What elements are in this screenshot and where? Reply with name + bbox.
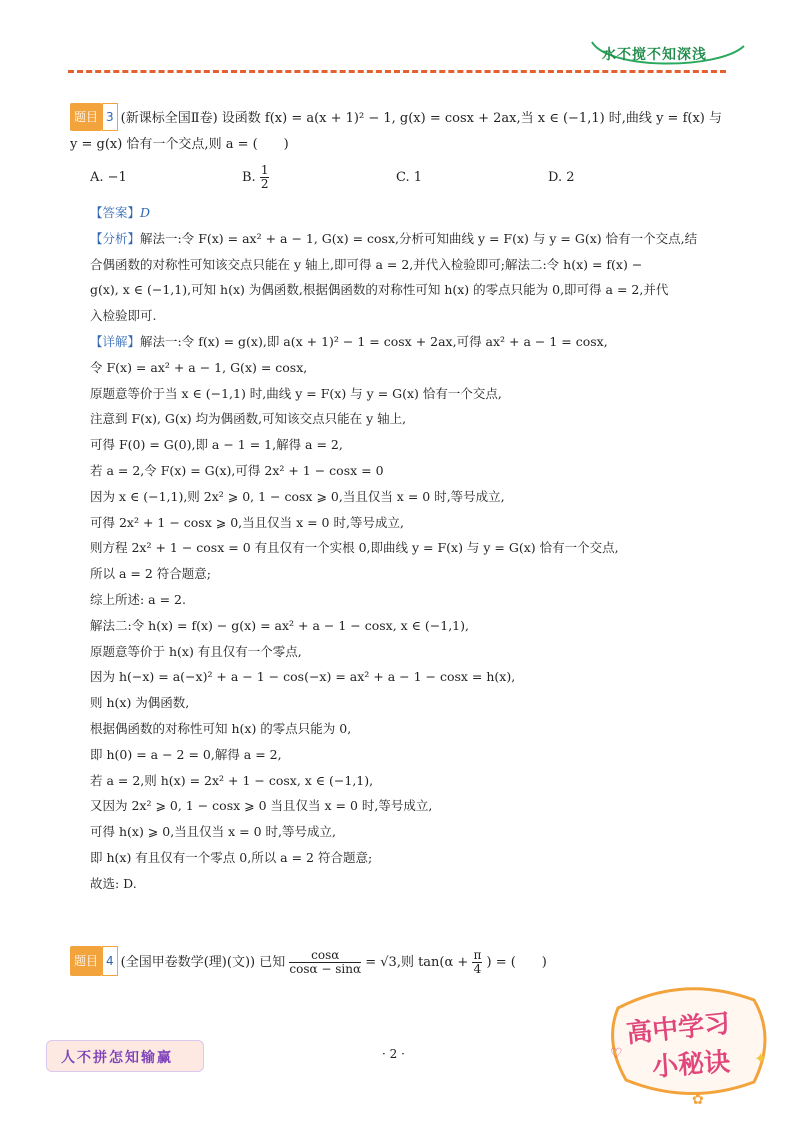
question-3-line-1 bbox=[70, 103, 730, 132]
detail-line: 又因为 2x² ⩾ 0, 1 − cosx ⩾ 0 当且仅当 x = 0 时,等号成立, bbox=[90, 798, 433, 814]
header-divider bbox=[68, 70, 726, 73]
detail-line-1 bbox=[90, 329, 730, 355]
svg-text:✦: ✦ bbox=[754, 1049, 768, 1068]
question-3 bbox=[70, 103, 730, 158]
fraction-numerator: 1 bbox=[260, 163, 269, 177]
detail-line: 原题意等价于 h(x) 有且仅有一个零点, bbox=[90, 643, 302, 659]
option-b bbox=[242, 164, 269, 191]
option-b-fraction bbox=[260, 164, 270, 191]
detail-line: 因为 h(−x) = a(−x)² + a − 1 − cos(−x) = ax² + a − 1 − cosx = h(x), bbox=[90, 669, 516, 685]
stamp-line-1: 高中学习 bbox=[624, 1008, 732, 1050]
question-4-pi-fraction bbox=[472, 949, 482, 976]
question-4 bbox=[70, 946, 730, 977]
analysis-text-1: 解法一:令 F(x) = ax² + a − 1, G(x) = cosx,分析可知曲线 y = F(x) 与 y = G(x) 恰有一个交点,结 bbox=[140, 230, 698, 246]
detail-line: 注意到 F(x), G(x) 均为偶函数,可知该交点只能在 y 轴上, bbox=[90, 411, 407, 427]
detail-line: 根据偶函数的对称性可知 h(x) 的零点只能为 0, bbox=[90, 720, 352, 736]
analysis-line-1 bbox=[90, 226, 730, 252]
detail-line: 可得 2x² + 1 − cosx ⩾ 0,当且仅当 x = 0 时,等号成立, bbox=[90, 514, 404, 530]
detail-line: 则 h(x) 为偶函数, bbox=[90, 695, 190, 711]
header-motto-text: 水不搅不知深浅 bbox=[602, 47, 707, 63]
detail-tag: 【详解】 bbox=[90, 333, 141, 349]
detail-line: 若 a = 2,则 h(x) = 2x² + 1 − cosx, x ∈ (−1,1), bbox=[90, 772, 374, 788]
fraction-numerator: cosα bbox=[289, 949, 361, 963]
fraction-denominator: cosα − sinα bbox=[289, 962, 362, 976]
detail-line: 可得 F(0) = G(0),即 a − 1 = 1,解得 a = 2, bbox=[90, 437, 343, 453]
detail-line: 即 h(0) = a − 2 = 0,解得 a = 2, bbox=[90, 746, 282, 762]
footer-motto-text: 人不拼怎知输赢 bbox=[61, 1050, 173, 1066]
question-4-stem-mid: = √3,则 tan(α + bbox=[365, 955, 469, 970]
question-4-stem-pre: (全国甲卷数学(理)(文)) 已知 bbox=[120, 955, 286, 970]
detail-line: 综上所述: a = 2. bbox=[90, 591, 186, 607]
detail-line: 原题意等价于当 x ∈ (−1,1) 时,曲线 y = F(x) 与 y = G(x) 恰有一个交点, bbox=[90, 385, 502, 401]
detail-line: 故选: D. bbox=[90, 875, 137, 891]
header-motto bbox=[588, 36, 748, 70]
question-badge: 题目 bbox=[70, 946, 102, 976]
question-3-stem-1: (新课标全国Ⅱ卷) 设函数 f(x) = a(x + 1)² − 1, g(x) = cosx + 2ax,当 x ∈ (−1,1) 时,曲线 y = f(x) 与 bbox=[120, 111, 722, 126]
svg-text:♡: ♡ bbox=[610, 1046, 623, 1062]
answer-tag: 【答案】 bbox=[90, 205, 141, 220]
analysis-line-3: g(x), x ∈ (−1,1),可知 h(x) 为偶函数,根据偶函数的对称性可知 h(x) 的零点只能为 0,即可得 a = 2,并代 bbox=[90, 282, 669, 298]
detail-line: 所以 a = 2 符合题意; bbox=[90, 566, 211, 582]
answer-value: D bbox=[140, 205, 151, 220]
question-3-stem-2: y = g(x) 恰有一个交点,则 a = ( ) bbox=[70, 137, 289, 152]
fraction-numerator: π bbox=[473, 948, 482, 962]
answer-line bbox=[90, 200, 730, 226]
detail-line: 令 F(x) = ax² + a − 1, G(x) = cosx, bbox=[90, 359, 308, 375]
analysis-line-4: 入检验即可. bbox=[90, 308, 157, 324]
footer-motto bbox=[46, 1040, 204, 1072]
svg-text:✿: ✿ bbox=[692, 1092, 704, 1108]
fraction-denominator: 4 bbox=[473, 962, 482, 976]
page-number: · 2 · bbox=[382, 1047, 405, 1061]
option-a: A. −1 bbox=[90, 170, 127, 185]
detail-text-1: 解法一:令 f(x) = g(x),即 a(x + 1)² − 1 = cosx + 2ax,可得 ax² + a − 1 = cosx, bbox=[140, 333, 608, 349]
question-3-options bbox=[90, 162, 730, 192]
question-4-fraction bbox=[289, 949, 361, 976]
option-d: D. 2 bbox=[548, 170, 575, 185]
question-number: 4 bbox=[102, 946, 118, 976]
question-number: 3 bbox=[102, 103, 118, 131]
detail-line: 解法二:令 h(x) = f(x) − g(x) = ax² + a − 1 − cosx, x ∈ (−1,1), bbox=[90, 617, 469, 633]
detail-line: 若 a = 2,令 F(x) = G(x),可得 2x² + 1 − cosx = 0 bbox=[90, 462, 384, 478]
detail-line: 因为 x ∈ (−1,1),则 2x² ⩾ 0, 1 − cosx ⩾ 0,当且仅当 x = 0 时,等号成立, bbox=[90, 488, 505, 504]
question-4-stem-post: ) = ( ) bbox=[486, 955, 547, 970]
question-badge: 题目 bbox=[70, 103, 102, 131]
option-c: C. 1 bbox=[396, 170, 423, 185]
study-tips-stamp bbox=[604, 978, 780, 1108]
option-b-label: B. bbox=[242, 170, 256, 185]
fraction-denominator: 2 bbox=[260, 177, 269, 191]
detail-line: 即 h(x) 有且仅有一个零点 0,所以 a = 2 符合题意; bbox=[90, 849, 373, 865]
analysis-tag: 【分析】 bbox=[90, 230, 141, 246]
detail-line: 则方程 2x² + 1 − cosx = 0 有且仅有一个实根 0,即曲线 y = F(x) 与 y = G(x) 恰有一个交点, bbox=[90, 540, 619, 556]
detail-line: 可得 h(x) ⩾ 0,当且仅当 x = 0 时,等号成立, bbox=[90, 824, 336, 840]
analysis-line-2: 合偶函数的对称性可知该交点只能在 y 轴上,即可得 a = 2,并代入检验即可;解法二:令 h(x) = f(x) − bbox=[90, 256, 643, 272]
solution-block bbox=[90, 200, 730, 897]
stamp-line-2: 小秘诀 bbox=[651, 1047, 732, 1083]
